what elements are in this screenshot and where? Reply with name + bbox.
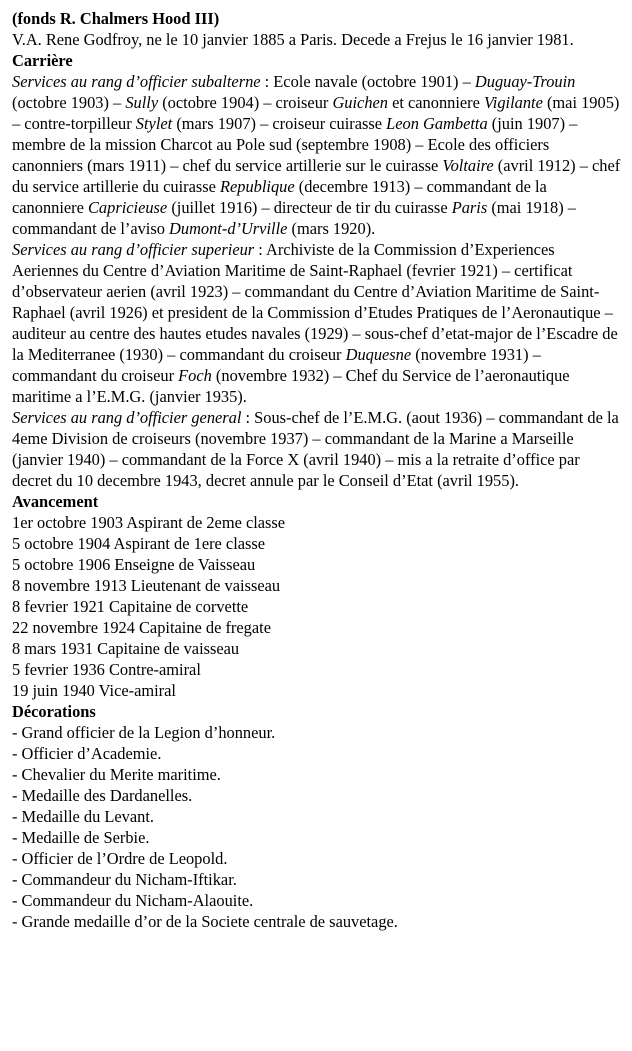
source-header: (fonds R. Chalmers Hood III)	[12, 9, 220, 28]
career-text: (juillet 1916) – directeur de tir du cuirasse	[167, 198, 452, 217]
superieur-label: Services au rang d’officier superieur	[12, 240, 255, 259]
avancement-item: 22 novembre 1924 Capitaine de fregate	[12, 618, 271, 637]
decorations-heading: Décorations	[12, 702, 96, 721]
career-text: : Ecole navale (octobre 1901) –	[260, 72, 475, 91]
avancement-item: 19 juin 1940 Vice-amiral	[12, 681, 176, 700]
superieur-body	[12, 240, 618, 406]
avancement-item: 8 fevrier 1921 Capitaine de corvette	[12, 597, 249, 616]
career-text: et canonniere	[387, 93, 484, 112]
avancement-item: 1er octobre 1903 Aspirant de 2eme classe	[12, 513, 286, 532]
subalterne-body	[12, 72, 620, 238]
career-text: : Sous-chef de l’E.M.G. (aout 1936) – commandant de la 4eme Division de croiseurs (novembre 1937) – commandant de la Marine a Marseille (janvier 1940) – commandant de la Force X (avril 1940) – mis a la retraite d’office par decret du 10 decembre 1943, decret annule par le Conseil d’Etat (avril 1955).	[12, 408, 619, 490]
carriere-superieur	[12, 239, 622, 407]
avancement-item: 5 fevrier 1936 Contre-amiral	[12, 660, 201, 679]
career-text: (juin 1907) – membre de la mission Charcot au Pole sud (septembre 1908) – Ecole des officiers canonniers (mars 1911) – chef du service artillerie sur le cuirasse	[12, 114, 578, 175]
ship-name-text: Voltaire	[442, 156, 494, 175]
decoration-item: - Medaille des Dardanelles.	[12, 786, 193, 805]
ship-name-text: Paris	[451, 198, 488, 217]
career-text: (decembre 1913) – commandant de la canonniere	[12, 177, 547, 217]
decoration-item: - Chevalier du Merite maritime.	[12, 765, 221, 784]
biography-intro: V.A. Rene Godfroy, ne le 10 janvier 1885 a Paris. Decede a Frejus le 16 janvier 1981.	[12, 30, 574, 49]
career-text: (novembre 1932) – Chef du Service de l’aeronautique maritime a l’E.M.G. (janvier 1935).	[12, 366, 570, 406]
decoration-item: - Grande medaille d’or de la Societe centrale de sauvetage.	[12, 912, 398, 931]
decoration-item: - Medaille du Levant.	[12, 807, 155, 826]
decorations-list	[12, 722, 622, 932]
career-text: (octobre 1904) – croiseur	[158, 93, 333, 112]
ship-name-text: Capricieuse	[88, 198, 168, 217]
ship-name-text: Guichen	[332, 93, 388, 112]
career-text: : Archiviste de la Commission d’Experiences Aeriennes du Centre d’Aviation Maritime de Saint-Raphael (fevrier 1921) – certificat d’observateur aerien (avril 1923) – commandant du Centre d’Aviation Maritime de Saint-Raphael (avril 1926) et president de la Commission d’Etudes Pratiques de l’Aeronautique – auditeur au centre des hautes etudes navales (1929) – sous-chef d’etat-major de l’Escadre de la Mediterranee (1930) – commandant du croiseur	[12, 240, 618, 364]
ship-name-text: Sully	[125, 93, 159, 112]
ship-name-text: Duquesne	[345, 345, 412, 364]
general-label: Services au rang d’officier general	[12, 408, 242, 427]
decoration-item: - Commandeur du Nicham-Iftikar.	[12, 870, 237, 889]
decoration-item: - Medaille de Serbie.	[12, 828, 150, 847]
career-text: (octobre 1903) –	[12, 93, 126, 112]
decoration-item: - Grand officier de la Legion d’honneur.	[12, 723, 276, 742]
decoration-item: - Commandeur du Nicham-Alaouite.	[12, 891, 254, 910]
subalterne-label: Services au rang d’officier subalterne	[12, 72, 261, 91]
carriere-subalterne	[12, 71, 622, 239]
ship-name-text: Duguay-Trouin	[474, 72, 576, 91]
career-text: (novembre 1931) – commandant du croiseur	[12, 345, 541, 385]
ship-name-text: Dumont-d’Urville	[169, 219, 288, 238]
decoration-item: - Officier d’Academie.	[12, 744, 162, 763]
career-text: (mars 1920).	[287, 219, 376, 238]
ship-name-text: Republique	[219, 177, 295, 196]
career-text: (mai 1918) – commandant de l’aviso	[12, 198, 576, 238]
avancement-item: 5 octobre 1904 Aspirant de 1ere classe	[12, 534, 266, 553]
ship-name-text: Leon Gambetta	[386, 114, 488, 133]
avancement-list	[12, 512, 622, 701]
ship-name-text: Stylet	[135, 114, 173, 133]
decoration-item: - Officier de l’Ordre de Leopold.	[12, 849, 228, 868]
avancement-item: 8 mars 1931 Capitaine de vaisseau	[12, 639, 240, 658]
avancement-item: 8 novembre 1913 Lieutenant de vaisseau	[12, 576, 281, 595]
career-text: (mai 1905) – contre-torpilleur	[12, 93, 620, 133]
avancement-item: 5 octobre 1906 Enseigne de Vaisseau	[12, 555, 256, 574]
carriere-heading: Carrière	[12, 51, 73, 70]
ship-name-text: Vigilante	[484, 93, 543, 112]
career-text: (mars 1907) – croiseur cuirasse	[172, 114, 387, 133]
ship-name-text: Foch	[178, 366, 212, 385]
career-text: (avril 1912) – chef du service artillerie du cuirasse	[12, 156, 621, 196]
carriere-general	[12, 407, 622, 491]
avancement-heading: Avancement	[12, 492, 99, 511]
